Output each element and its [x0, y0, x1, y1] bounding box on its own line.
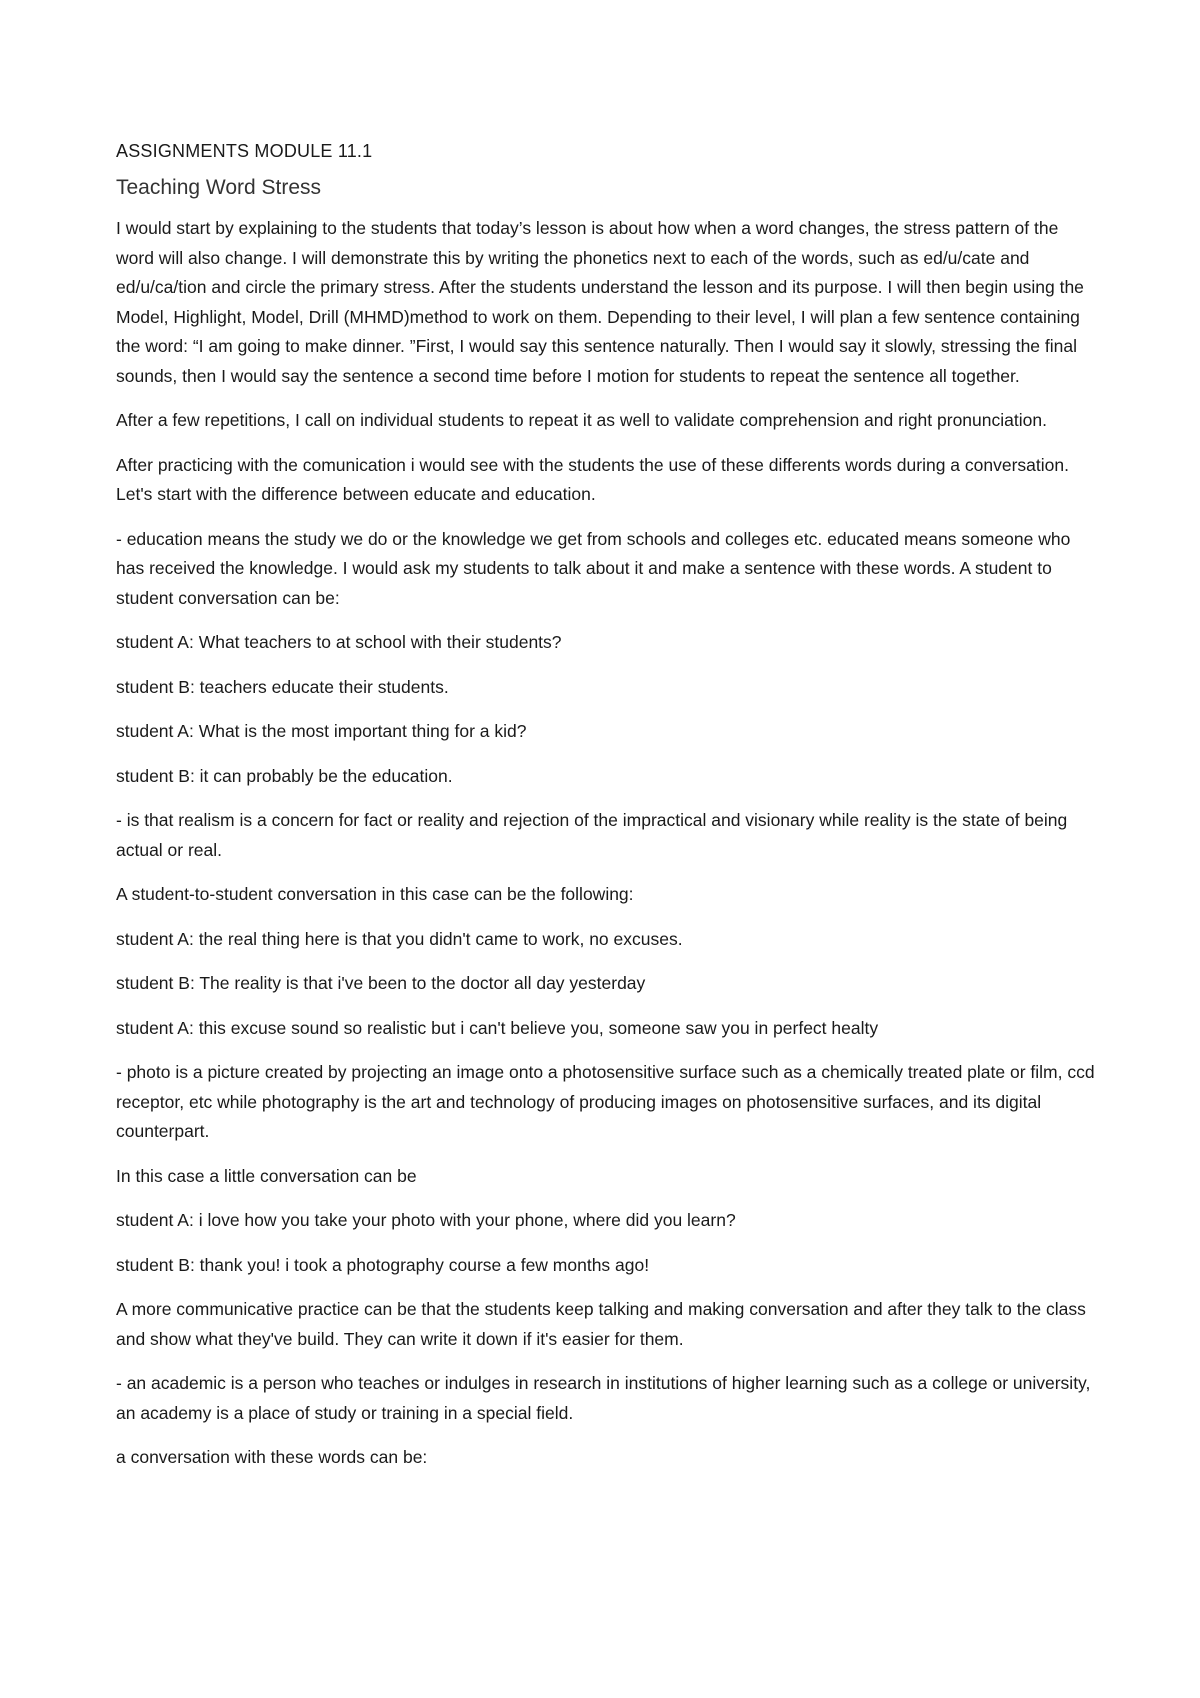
- paragraph-intro: I would start by explaining to the students that today’s lesson is about how when a word changes, the stress pattern of the word will also change. I will demonstrate this by writing the phonetics next to each of the words, such as ed/u/cate and ed/u/ca/tion and circle the primary stress. After the students understand the lesson and its purpose. I will then begin using the Model, Highlight, Model, Drill (MHMD)method to work on them. Depending to their level, I will plan a few sentence containing the word: “I am going to make dinner. ”First, I would say this sentence naturally. Then I would say it slowly, stressing the final sounds, then I would say the sentence a second time before I motion for students to repeat the sentence all together.: [116, 218, 1084, 386]
- paragraph-education-definition: - education means the study we do or the knowledge we get from schools and colleges etc. educated means someone who has received the knowledge. I would ask my students to talk about it and make a sentence with these words. A student to student conversation can be:: [116, 528, 1071, 608]
- dialogue-line: student B: it can probably be the education.: [116, 765, 453, 786]
- document-label: ASSIGNMENTS MODULE 11.1: [116, 141, 373, 161]
- paragraph-conversation-intro: In this case a little conversation can be: [116, 1165, 417, 1186]
- document-heading: Teaching Word Stress: [116, 176, 322, 199]
- paragraph-practice: After practicing with the comunication i would see with the students the use of these differents words during a conversation. Let's start with the difference between educate and education.: [116, 454, 1069, 505]
- paragraph-conversation-intro: a conversation with these words can be:: [116, 1447, 428, 1468]
- dialogue-line: student B: teachers educate their students.: [116, 676, 449, 697]
- dialogue-line: student B: The reality is that i've been to the doctor all day yesterday: [116, 973, 646, 994]
- document-page: [116, 138, 1096, 1488]
- dialogue-line: student A: What is the most important thing for a kid?: [116, 721, 527, 742]
- paragraph-communicative-practice: A more communicative practice can be that the students keep talking and making conversation and after they talk to the class and show what they've build. They can write it down if it's easier for them.: [116, 1299, 1086, 1349]
- dialogue-line: student A: the real thing here is that you didn't came to work, no excuses.: [116, 928, 683, 949]
- paragraph-realism-definition: - is that realism is a concern for fact or reality and rejection of the impractical and visionary while reality is the state of being actual or real.: [116, 810, 1068, 860]
- dialogue-line: student B: thank you! i took a photography course a few months ago!: [116, 1254, 650, 1275]
- paragraph-repetitions: After a few repetitions, I call on individual students to repeat it as well to validate comprehension and right pronunciation.: [116, 410, 1047, 431]
- paragraph-photo-definition: - photo is a picture created by projecting an image onto a photosensitive surface such as a chemically treated plate or film, ccd receptor, etc while photography is the art and technology of producing images on photosensitive surfaces, and its digital counterpart.: [116, 1062, 1095, 1142]
- dialogue-line: student A: this excuse sound so realistic but i can't believe you, someone saw you in perfect healty: [116, 1017, 879, 1038]
- paragraph-conversation-intro: A student-to-student conversation in this case can be the following:: [116, 884, 634, 905]
- paragraph-academic-definition: - an academic is a person who teaches or indulges in research in institutions of higher learning such as a college or university, an academy is a place of study or training in a special field.: [116, 1373, 1091, 1423]
- dialogue-line: student A: What teachers to at school with their students?: [116, 632, 562, 653]
- dialogue-line: student A: i love how you take your photo with your phone, where did you learn?: [116, 1210, 736, 1231]
